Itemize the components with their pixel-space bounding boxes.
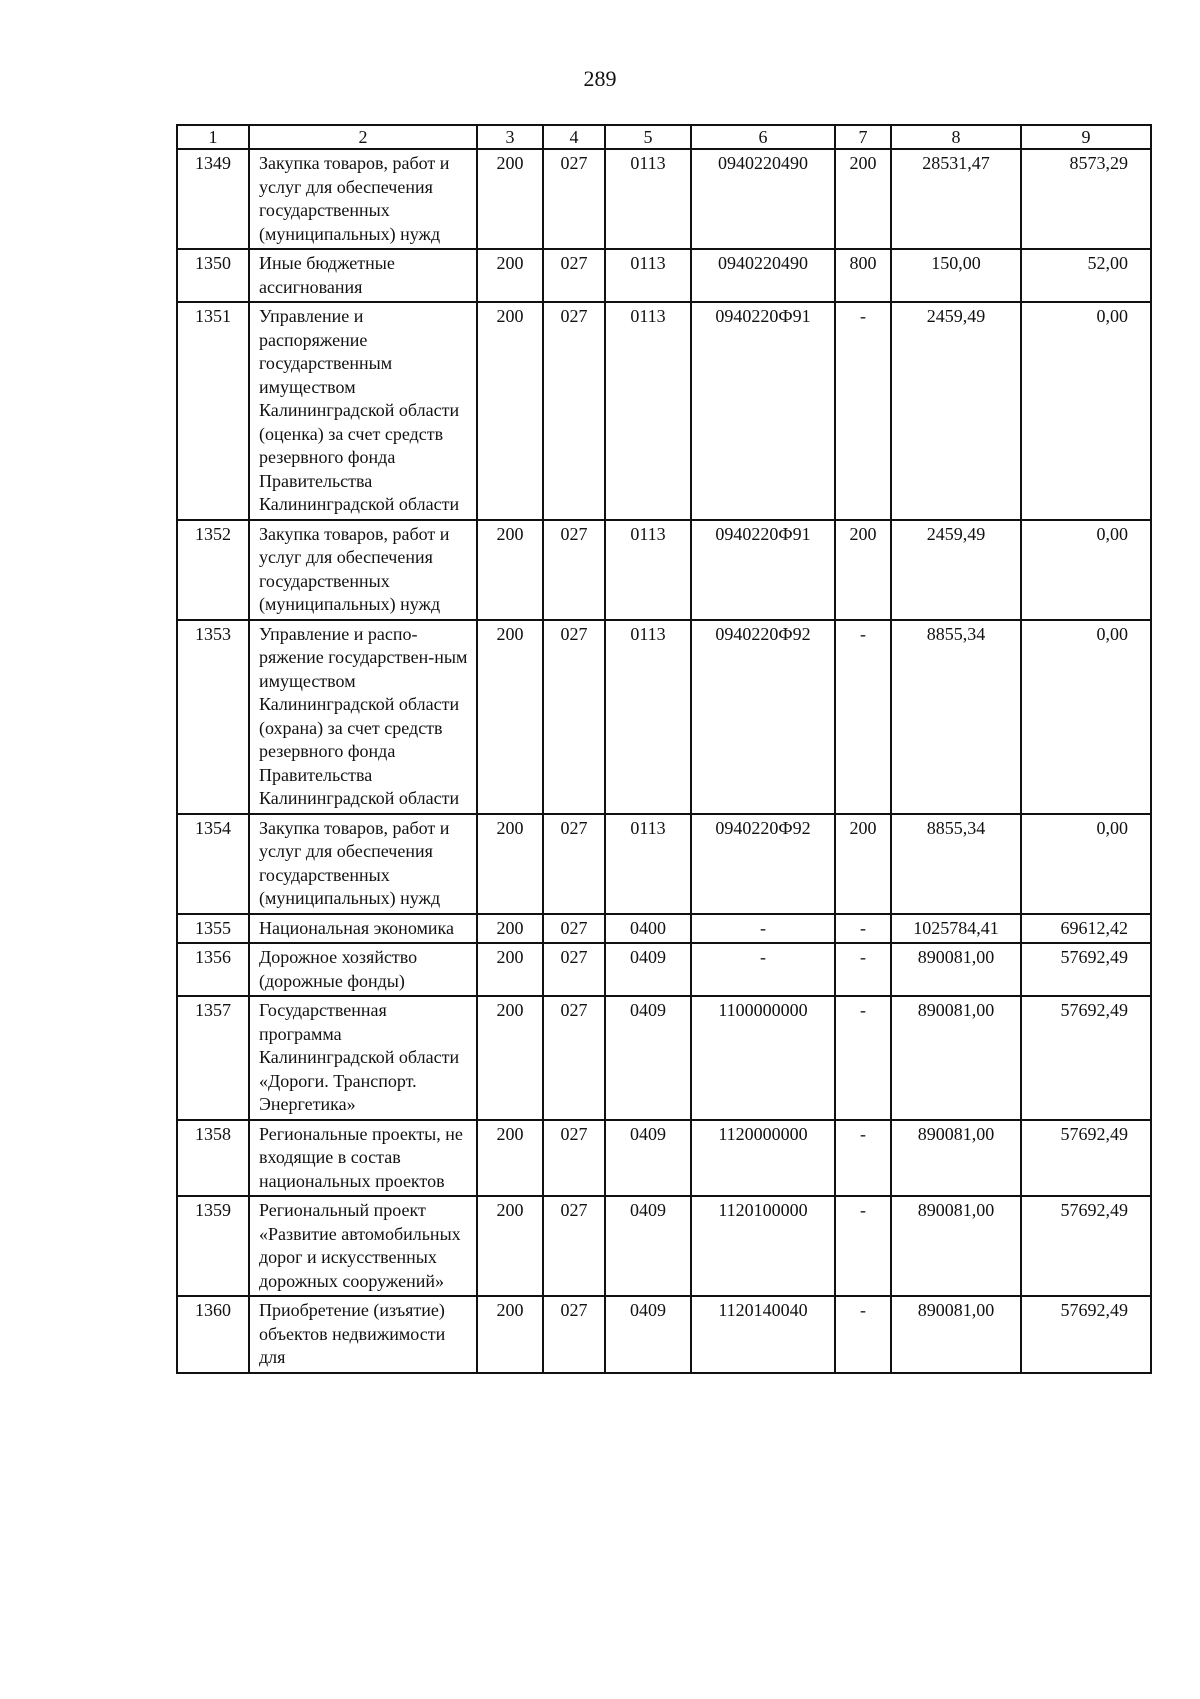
row-description: Дорожное хозяйство (дорожные фонды) xyxy=(249,943,477,996)
cell-col9: 8573,29 xyxy=(1021,149,1151,249)
table-row xyxy=(177,302,1151,520)
cell-col7: - xyxy=(835,943,891,996)
cell-col5: 0113 xyxy=(605,149,691,249)
cell-col3: 200 xyxy=(477,620,543,814)
column-header: 1 xyxy=(177,125,249,149)
cell-col6: 0940220Ф91 xyxy=(691,520,835,620)
table-row xyxy=(177,249,1151,302)
row-description: Региональный проект «Развитие автомобильных дорог и искусственных дорожных сооружений» xyxy=(249,1196,477,1296)
cell-col8: 28531,47 xyxy=(891,149,1021,249)
cell-col9: 57692,49 xyxy=(1021,1120,1151,1197)
cell-col8: 1025784,41 xyxy=(891,914,1021,944)
column-header: 8 xyxy=(891,125,1021,149)
cell-col9: 57692,49 xyxy=(1021,996,1151,1120)
row-number: 1353 xyxy=(177,620,249,814)
table-row xyxy=(177,1120,1151,1197)
cell-col3: 200 xyxy=(477,1196,543,1296)
cell-col5: 0113 xyxy=(605,249,691,302)
row-number: 1350 xyxy=(177,249,249,302)
cell-col8: 8855,34 xyxy=(891,814,1021,914)
cell-col4: 027 xyxy=(543,1296,605,1373)
cell-col8: 890081,00 xyxy=(891,996,1021,1120)
cell-col7: - xyxy=(835,1196,891,1296)
table-row xyxy=(177,520,1151,620)
cell-col5: 0400 xyxy=(605,914,691,944)
row-description: Управление и распо-ряжение государствен-ным имуществом Калининградской области (охрана) за счет средств резервного фонда Правительства Калининградской области xyxy=(249,620,477,814)
cell-col5: 0409 xyxy=(605,943,691,996)
cell-col6: 0940220Ф92 xyxy=(691,620,835,814)
cell-col5: 0409 xyxy=(605,1120,691,1197)
table-row xyxy=(177,996,1151,1120)
cell-col6: - xyxy=(691,914,835,944)
cell-col9: 57692,49 xyxy=(1021,1296,1151,1373)
row-description: Национальная экономика xyxy=(249,914,477,944)
cell-col4: 027 xyxy=(543,620,605,814)
column-header: 6 xyxy=(691,125,835,149)
row-number: 1352 xyxy=(177,520,249,620)
cell-col3: 200 xyxy=(477,249,543,302)
table-row xyxy=(177,943,1151,996)
column-header: 9 xyxy=(1021,125,1151,149)
budget-table xyxy=(176,124,1152,1374)
cell-col7: - xyxy=(835,914,891,944)
cell-col4: 027 xyxy=(543,996,605,1120)
cell-col8: 890081,00 xyxy=(891,1296,1021,1373)
cell-col9: 0,00 xyxy=(1021,520,1151,620)
cell-col7: 200 xyxy=(835,814,891,914)
cell-col6: 1120000000 xyxy=(691,1120,835,1197)
cell-col3: 200 xyxy=(477,914,543,944)
cell-col5: 0409 xyxy=(605,1196,691,1296)
cell-col9: 57692,49 xyxy=(1021,943,1151,996)
row-description: Управление и распоряжение государственным имуществом Калининградской области (оценка) за счет средств резервного фонда Правительства Калининградской области xyxy=(249,302,477,520)
table-row xyxy=(177,620,1151,814)
cell-col8: 150,00 xyxy=(891,249,1021,302)
row-description: Региональные проекты, не входящие в состав национальных проектов xyxy=(249,1120,477,1197)
row-description: Иные бюджетные ассигнования xyxy=(249,249,477,302)
table-row xyxy=(177,914,1151,944)
cell-col7: - xyxy=(835,1120,891,1197)
cell-col4: 027 xyxy=(543,943,605,996)
table-row xyxy=(177,814,1151,914)
cell-col6: 0940220Ф92 xyxy=(691,814,835,914)
cell-col4: 027 xyxy=(543,249,605,302)
row-number: 1357 xyxy=(177,996,249,1120)
cell-col7: 800 xyxy=(835,249,891,302)
row-description: Закупка товаров, работ и услуг для обеспечения государственных (муниципальных) нужд xyxy=(249,149,477,249)
cell-col8: 890081,00 xyxy=(891,943,1021,996)
column-header: 2 xyxy=(249,125,477,149)
row-number: 1354 xyxy=(177,814,249,914)
cell-col5: 0113 xyxy=(605,302,691,520)
row-number: 1349 xyxy=(177,149,249,249)
cell-col9: 0,00 xyxy=(1021,814,1151,914)
cell-col7: - xyxy=(835,620,891,814)
row-number: 1359 xyxy=(177,1196,249,1296)
cell-col3: 200 xyxy=(477,1120,543,1197)
cell-col3: 200 xyxy=(477,302,543,520)
cell-col4: 027 xyxy=(543,302,605,520)
cell-col3: 200 xyxy=(477,1296,543,1373)
cell-col7: - xyxy=(835,302,891,520)
cell-col5: 0409 xyxy=(605,996,691,1120)
cell-col6: 1100000000 xyxy=(691,996,835,1120)
column-header: 7 xyxy=(835,125,891,149)
row-description: Приобретение (изъятие) объектов недвижимости для xyxy=(249,1296,477,1373)
table-row xyxy=(177,1196,1151,1296)
column-header: 4 xyxy=(543,125,605,149)
cell-col4: 027 xyxy=(543,1196,605,1296)
cell-col5: 0409 xyxy=(605,1296,691,1373)
column-header: 3 xyxy=(477,125,543,149)
cell-col8: 890081,00 xyxy=(891,1196,1021,1296)
cell-col4: 027 xyxy=(543,1120,605,1197)
cell-col6: 1120140040 xyxy=(691,1296,835,1373)
cell-col5: 0113 xyxy=(605,814,691,914)
page-number: 289 xyxy=(583,66,617,91)
cell-col6: 0940220490 xyxy=(691,149,835,249)
cell-col8: 890081,00 xyxy=(891,1120,1021,1197)
table-row xyxy=(177,149,1151,249)
cell-col8: 2459,49 xyxy=(891,520,1021,620)
cell-col6: - xyxy=(691,943,835,996)
table-row xyxy=(177,1296,1151,1373)
row-number: 1360 xyxy=(177,1296,249,1373)
row-number: 1356 xyxy=(177,943,249,996)
cell-col7: 200 xyxy=(835,149,891,249)
cell-col6: 0940220490 xyxy=(691,249,835,302)
row-number: 1351 xyxy=(177,302,249,520)
cell-col9: 0,00 xyxy=(1021,302,1151,520)
cell-col3: 200 xyxy=(477,814,543,914)
cell-col9: 0,00 xyxy=(1021,620,1151,814)
cell-col4: 027 xyxy=(543,814,605,914)
cell-col6: 0940220Ф91 xyxy=(691,302,835,520)
cell-col3: 200 xyxy=(477,520,543,620)
cell-col9: 57692,49 xyxy=(1021,1196,1151,1296)
cell-col6: 1120100000 xyxy=(691,1196,835,1296)
cell-col9: 52,00 xyxy=(1021,249,1151,302)
cell-col9: 69612,42 xyxy=(1021,914,1151,944)
cell-col8: 2459,49 xyxy=(891,302,1021,520)
cell-col7: - xyxy=(835,1296,891,1373)
cell-col3: 200 xyxy=(477,996,543,1120)
cell-col8: 8855,34 xyxy=(891,620,1021,814)
cell-col5: 0113 xyxy=(605,620,691,814)
row-number: 1355 xyxy=(177,914,249,944)
cell-col7: 200 xyxy=(835,520,891,620)
cell-col3: 200 xyxy=(477,149,543,249)
column-header: 5 xyxy=(605,125,691,149)
header-row xyxy=(177,125,1151,149)
row-description: Закупка товаров, работ и услуг для обеспечения государственных (муниципальных) нужд xyxy=(249,814,477,914)
cell-col5: 0113 xyxy=(605,520,691,620)
cell-col4: 027 xyxy=(543,520,605,620)
row-description: Государственная программа Калининградской области «Дороги. Транспорт. Энергетика» xyxy=(249,996,477,1120)
cell-col4: 027 xyxy=(543,149,605,249)
row-number: 1358 xyxy=(177,1120,249,1197)
row-description: Закупка товаров, работ и услуг для обеспечения государственных (муниципальных) нужд xyxy=(249,520,477,620)
cell-col7: - xyxy=(835,996,891,1120)
cell-col3: 200 xyxy=(477,943,543,996)
cell-col4: 027 xyxy=(543,914,605,944)
